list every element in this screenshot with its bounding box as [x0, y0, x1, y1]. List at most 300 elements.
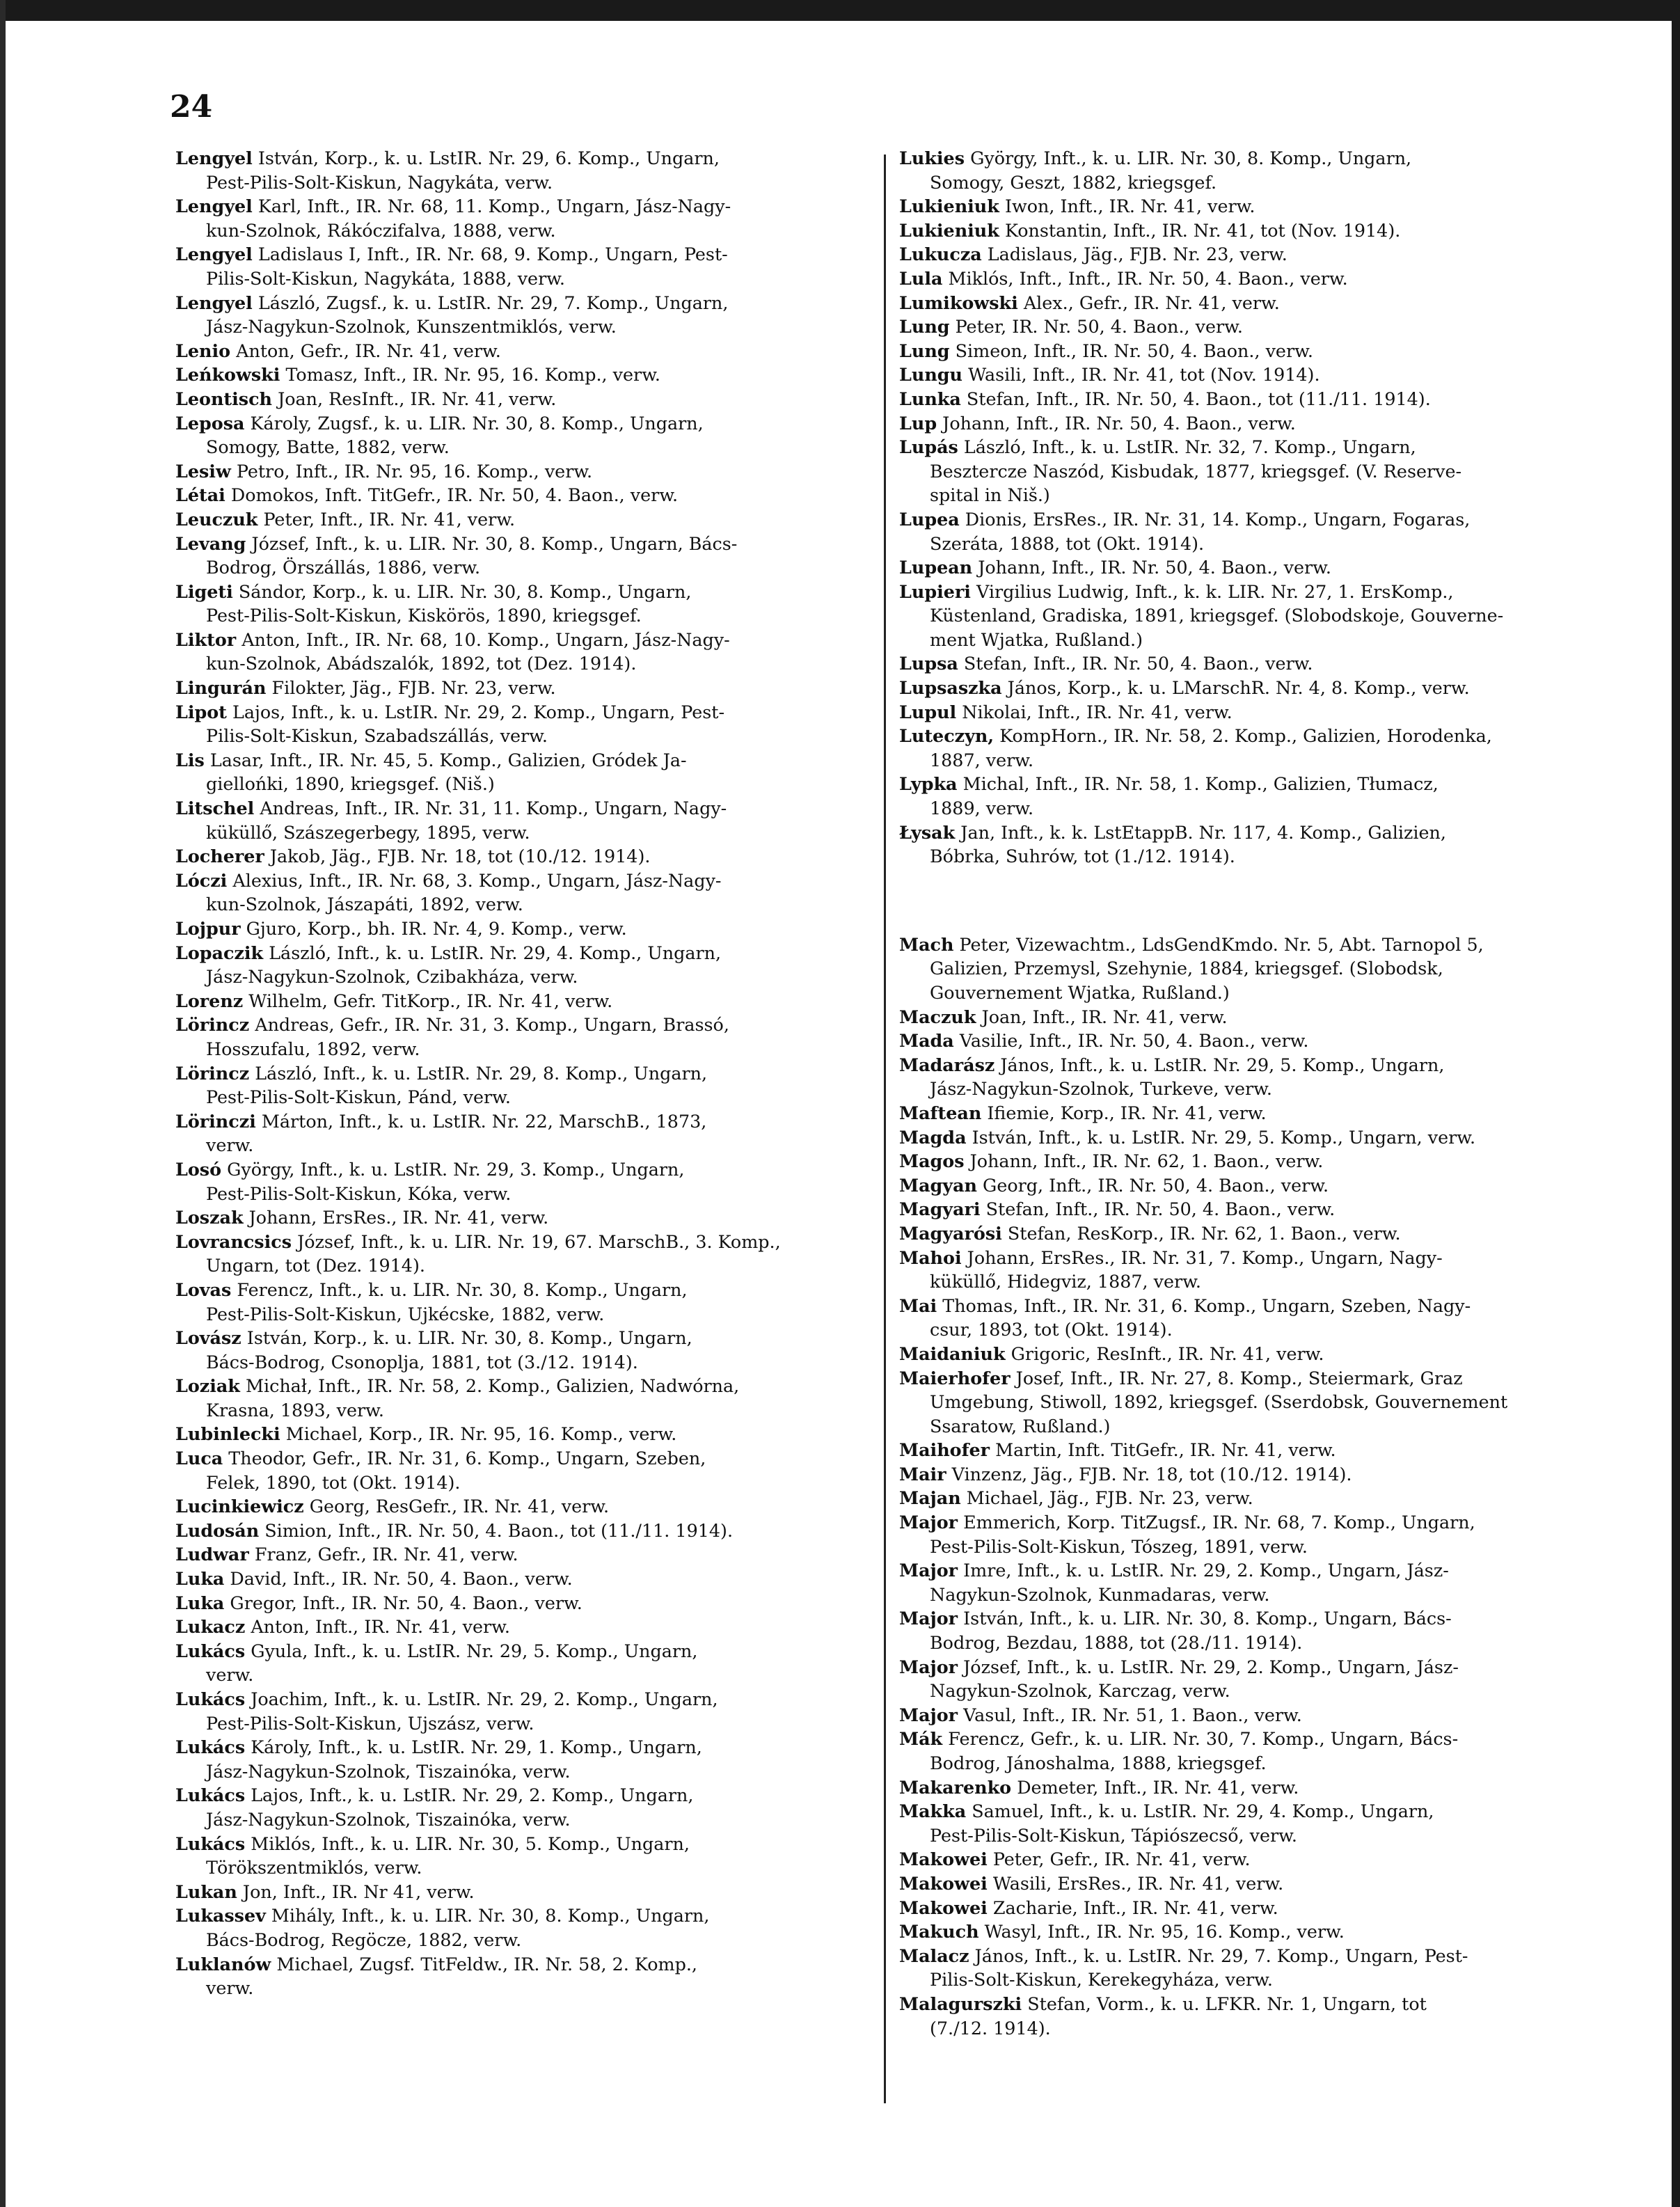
entry-surname: Lovász [175, 1327, 241, 1349]
entry-surname: Lup [899, 412, 937, 434]
entry-surname: Lis [175, 749, 205, 770]
register-entry [175, 1446, 875, 1494]
register-entry [175, 1783, 875, 1831]
entry-continuation: Nagykun-Szolnok, Karczag, verw. [930, 1680, 1230, 1702]
entry-details: Emmerich, Korp. TitZugsf., IR. Nr. 68, 7. Komp., Ungarn, [958, 1512, 1475, 1533]
entry-surname: Mach [899, 933, 954, 955]
entry-continuation: 1887, verw. [930, 749, 1034, 770]
entry-details: János, Korp., k. u. LMarschR. Nr. 4, 8. Komp., verw. [1001, 677, 1470, 699]
register-entry [899, 315, 1588, 339]
entry-details: Lasar, Inft., IR. Nr. 45, 5. Komp., Galizien, Gródek Ja- [204, 749, 687, 770]
entry-continuation: Pest-Pilis-Solt-Kiskun, Ujkécske, 1882, verw. [206, 1303, 605, 1324]
entry-details: József, Inft., k. u. LIR. Nr. 19, 67. MarschB., 3. Komp., [292, 1231, 781, 1252]
entry-surname: Ligeti [175, 580, 233, 602]
entry-continuation: Jász-Nagykun-Szolnok, Turkeve, verw. [930, 1078, 1272, 1100]
entry-surname: Lukucza [899, 244, 982, 265]
entry-surname: Lung [899, 340, 950, 361]
entry-continuation: Ssaratow, Rußland.) [930, 1415, 1111, 1437]
entry-continuation: Krasna, 1893, verw. [206, 1399, 384, 1421]
entry-surname: Litschel [175, 798, 255, 819]
entry-details: János, Inft., k. u. LstIR. Nr. 29, 5. Komp., Ungarn, [994, 1054, 1445, 1075]
register-entry [175, 1904, 875, 1952]
entry-details: Joachim, Inft., k. u. LstIR. Nr. 29, 2. Komp., Ungarn, [245, 1688, 718, 1709]
register-entry [175, 1880, 875, 1904]
entry-surname: Lypka [899, 773, 958, 795]
register-entry [175, 628, 875, 676]
register-entry [899, 700, 1588, 725]
entry-continuation: Pest-Pilis-Solt-Kiskun, Tápiószecső, verw. [930, 1824, 1297, 1846]
entry-details: Josef, Inft., IR. Nr. 27, 8. Komp., Steiermark, Graz [1010, 1367, 1463, 1389]
register-entry [175, 363, 875, 387]
entry-details: Károly, Zugsf., k. u. LIR. Nr. 30, 8. Komp., Ungarn, [244, 412, 704, 434]
entry-surname: Lupea [899, 508, 960, 530]
register-entry [899, 1125, 1588, 1150]
entry-continuation: Pest-Pilis-Solt-Kiskun, Pánd, verw. [206, 1086, 511, 1108]
register-entry [899, 1197, 1588, 1221]
entry-continuation: Bács-Bodrog, Regöcze, 1882, verw. [206, 1929, 522, 1950]
entry-surname: Locherer [175, 846, 264, 867]
left-column [175, 146, 875, 2000]
entry-surname: Magyari [899, 1199, 981, 1220]
entry-details: Lajos, Inft., k. u. LstIR. Nr. 29, 2. Komp., Ungarn, Pest- [226, 701, 725, 722]
entry-details: Gregor, Inft., IR. Nr. 50, 4. Baon., verw. [224, 1592, 583, 1613]
entry-continuation: Jász-Nagykun-Szolnok, Czibakháza, verw. [206, 966, 578, 988]
register-entry [175, 532, 875, 580]
register-entry [175, 1157, 875, 1205]
register-entry [175, 844, 875, 869]
entry-continuation: Pest-Pilis-Solt-Kiskun, Nagykáta, verw. [206, 171, 553, 193]
right-column [899, 146, 1588, 2040]
entry-details: Georg, ResGefr., IR. Nr. 41, verw. [303, 1496, 610, 1517]
entry-details: Miklós, Inft., k. u. LIR. Nr. 30, 5. Komp., Ungarn, [245, 1833, 690, 1854]
register-entry [899, 1486, 1588, 1510]
entry-continuation: Pest-Pilis-Solt-Kiskun, Tószeg, 1891, verw. [930, 1535, 1308, 1557]
register-entry [899, 363, 1588, 387]
entry-surname: Leontisch [175, 388, 272, 409]
entry-details: Stefan, Inft., IR. Nr. 50, 4. Baon., tot (11./11. 1914). [960, 388, 1431, 409]
entry-details: Ifiemie, Korp., IR. Nr. 41, verw. [981, 1102, 1267, 1123]
entry-continuation: Bóbrka, Suhrów, tot (1./12. 1914). [930, 846, 1235, 867]
entry-surname: Lucinkiewicz [175, 1496, 304, 1517]
entry-surname: Lunka [899, 388, 961, 409]
register-entry [175, 1591, 875, 1615]
entry-details: Martin, Inft. TitGefr., IR. Nr. 41, verw. [990, 1439, 1336, 1461]
entry-details: Jon, Inft., IR. Nr 41, verw. [237, 1881, 475, 1902]
register-entry [175, 700, 875, 748]
entry-continuation: Bodrog, Jánoshalma, 1888, kriegsgef. [930, 1753, 1267, 1773]
register-entry [899, 724, 1588, 772]
entry-continuation: Somogy, Batte, 1882, verw. [206, 436, 450, 458]
register-entry [899, 1847, 1588, 1872]
entry-continuation: Jász-Nagykun-Szolnok, Kunszentmiklós, verw. [206, 316, 617, 338]
entry-surname: Mahoi [899, 1247, 962, 1268]
entry-details: Peter, Vizewachtm., LdsGendKmdo. Nr. 5, Abt. Tarnopol 5, [953, 933, 1484, 955]
entry-continuation: Pest-Pilis-Solt-Kiskun, Kóka, verw. [206, 1182, 512, 1204]
register-entry [899, 1920, 1588, 1944]
entry-details: Vasul, Inft., IR. Nr. 51, 1. Baon., verw. [958, 1704, 1302, 1725]
entry-details: Michael, Jäg., FJB. Nr. 23, verw. [960, 1487, 1253, 1509]
register-entry [899, 580, 1588, 652]
entry-continuation: Szeráta, 1888, tot (Okt. 1914). [930, 532, 1205, 554]
entry-details: Karl, Inft., IR. Nr. 68, 11. Komp., Ungarn, Jász-Nagy- [252, 196, 731, 217]
register-entry [175, 1326, 875, 1374]
entry-details: István, Inft., k. u. LIR. Nr. 30, 8. Komp., Ungarn, Bács- [958, 1608, 1452, 1629]
register-entry [175, 1013, 875, 1061]
register-entry [899, 1944, 1588, 1992]
entry-surname: Mák [899, 1728, 943, 1750]
entry-surname: Lengyel [175, 148, 253, 168]
register-entry [899, 411, 1588, 436]
entry-surname: Lukan [175, 1881, 237, 1902]
entry-surname: Lupsa [899, 653, 958, 674]
entry-surname: Major [899, 1560, 958, 1581]
entry-continuation: Nagykun-Szolnok, Kunmadaras, verw. [930, 1583, 1270, 1605]
entry-surname: Ludosán [175, 1519, 260, 1541]
register-entry [899, 1053, 1588, 1101]
entry-details: KompHorn., IR. Nr. 58, 2. Komp., Galizien, Horodenka, [994, 725, 1492, 747]
entry-surname: Lukács [175, 1688, 246, 1709]
entry-surname: Malagurszki [899, 1993, 1022, 2014]
entry-details: Nikolai, Inft., IR. Nr. 41, verw. [956, 701, 1233, 722]
register-entry [899, 339, 1588, 363]
entry-details: Anton, Inft., IR. Nr. 68, 10. Komp., Ungarn, Jász-Nagy- [236, 628, 730, 650]
entry-details: Gjuro, Korp., bh. IR. Nr. 4, 9. Komp., verw. [240, 918, 627, 939]
register-entry [175, 1494, 875, 1519]
section-gap [899, 869, 1588, 933]
register-entry [899, 507, 1588, 555]
entry-surname: Lingurán [175, 677, 267, 699]
entry-surname: Ludwar [175, 1544, 249, 1565]
register-entry [899, 1101, 1588, 1125]
entry-surname: Lupsaszka [899, 677, 1002, 699]
register-entry [175, 339, 875, 363]
register-entry [175, 483, 875, 507]
entry-surname: Luca [175, 1448, 223, 1469]
register-entry [175, 941, 875, 989]
entry-surname: Loszak [175, 1207, 244, 1228]
entry-surname: Magda [899, 1126, 967, 1148]
register-entry [175, 194, 875, 242]
entry-surname: Luteczyn, [899, 725, 994, 747]
entry-details: Zacharie, Inft., IR. Nr. 41, verw. [987, 1897, 1278, 1918]
register-entry [899, 291, 1588, 315]
entry-continuation: kun-Szolnok, Rákóczifalva, 1888, verw. [206, 219, 556, 241]
entry-surname: Makarenko [899, 1776, 1012, 1798]
entry-surname: Lengyel [175, 196, 253, 217]
entry-details: József, Inft., k. u. LIR. Nr. 30, 8. Komp., Ungarn, Bács- [246, 532, 738, 554]
entry-surname: Losó [175, 1158, 222, 1180]
entry-surname: Levang [175, 532, 246, 554]
entry-details: Sándor, Korp., k. u. LIR. Nr. 30, 8. Komp., Ungarn, [232, 580, 692, 602]
column-divider [884, 155, 886, 2103]
register-entry [899, 1799, 1588, 1847]
register-entry [899, 1438, 1588, 1462]
entry-details: Michał, Inft., IR. Nr. 58, 2. Komp., Galizien, Nadwórna, [239, 1375, 740, 1397]
entry-details: Domokos, Inft. TitGefr., IR. Nr. 50, 4. Baon., verw. [225, 484, 679, 506]
entry-details: Johann, Inft., IR. Nr. 50, 4. Baon., verw. [972, 557, 1331, 578]
entry-details: Virgilius Ludwig, Inft., k. k. LIR. Nr. 27, 1. ErsKomp., [970, 580, 1454, 602]
entry-surname: Mai [899, 1295, 937, 1316]
register-entry [899, 772, 1588, 820]
register-entry [899, 1775, 1588, 1800]
entry-surname: Luklanów [175, 1953, 271, 1975]
entry-surname: Leposa [175, 412, 245, 434]
entry-details: Joan, Inft., IR. Nr. 41, verw. [976, 1006, 1228, 1027]
register-entry [899, 1294, 1588, 1342]
register-entry [899, 676, 1588, 700]
entry-surname: Lengyel [175, 244, 253, 265]
entry-surname: Major [899, 1512, 958, 1533]
entry-continuation: Törökszentmiklós, verw. [206, 1857, 422, 1878]
register-entry [899, 1992, 1588, 2040]
entry-surname: Madarász [899, 1054, 995, 1075]
entry-surname: Leuczuk [175, 508, 258, 530]
register-entry [899, 1005, 1588, 1029]
entry-continuation: Galizien, Przemysl, Szehynie, 1884, kriegsgef. (Slobodsk, [930, 958, 1443, 979]
entry-details: Stefan, Inft., IR. Nr. 50, 4. Baon., verw. [958, 653, 1313, 674]
entry-surname: Lubinlecki [175, 1423, 280, 1445]
entry-continuation: Pilis-Solt-Kiskun, Kerekegyháza, verw. [930, 1969, 1273, 1991]
page-number: 24 [170, 89, 213, 125]
register-entry [899, 1173, 1588, 1198]
entry-surname: Lupieri [899, 580, 971, 602]
register-entry [175, 459, 875, 484]
entry-continuation: Pest-Pilis-Solt-Kiskun, Kiskörös, 1890, kriegsgef. [206, 605, 642, 626]
register-entry [899, 1606, 1588, 1654]
register-entry [175, 989, 875, 1013]
entry-details: Anton, Gefr., IR. Nr. 41, verw. [230, 340, 501, 361]
entry-surname: Lovas [175, 1279, 232, 1300]
entry-surname: Lung [899, 316, 950, 338]
entry-surname: Lengyel [175, 292, 253, 313]
entry-surname: Liktor [175, 628, 237, 650]
register-entry [175, 917, 875, 941]
entry-surname: Maidaniuk [899, 1343, 1006, 1364]
entry-details: Johann, ErsRes., IR. Nr. 41, verw. [243, 1207, 549, 1228]
register-entry [175, 387, 875, 411]
entry-details: Demeter, Inft., IR. Nr. 41, verw. [1011, 1776, 1299, 1798]
entry-details: Jan, Inft., k. k. LstEtappB. Nr. 117, 4. Komp., Galizien, [955, 821, 1446, 843]
entry-continuation: Küstenland, Gradiska, 1891, kriegsgef. (Slobodskoje, Gouverne- [930, 605, 1504, 626]
entry-details: Gyula, Inft., k. u. LstIR. Nr. 29, 5. Komp., Ungarn, [245, 1640, 698, 1661]
register-entry [899, 555, 1588, 580]
entry-surname: Lörincz [175, 1062, 250, 1084]
entry-surname: Lukieniuk [899, 196, 999, 217]
entry-details: Vinzenz, Jäg., FJB. Nr. 18, tot (10./12. 1914). [946, 1463, 1352, 1485]
entry-details: László, Inft., k. u. LstIR. Nr. 32, 7. Komp., Ungarn, [958, 436, 1416, 458]
entry-surname: Major [899, 1656, 958, 1677]
entry-details: Franz, Gefr., IR. Nr. 41, verw. [248, 1544, 518, 1565]
scan-edge-right [1672, 0, 1680, 2207]
entry-surname: Maierhofer [899, 1367, 1011, 1389]
entry-surname: Lungu [899, 364, 962, 386]
entry-details: David, Inft., IR. Nr. 50, 4. Baon., verw. [224, 1568, 573, 1590]
entry-details: Lajos, Inft., k. u. LstIR. Nr. 29, 2. Komp., Ungarn, [245, 1785, 694, 1806]
entry-surname: Lukies [899, 148, 965, 168]
register-entry [175, 146, 875, 194]
entry-continuation: Pilis-Solt-Kiskun, Nagykáta, 1888, verw. [206, 267, 566, 289]
entry-surname: Lukassev [175, 1905, 266, 1927]
entry-continuation: giellońki, 1890, kriegsgef. (Niš.) [206, 773, 495, 795]
register-entry [175, 1735, 875, 1783]
entry-continuation: Hosszufalu, 1892, verw. [206, 1038, 420, 1059]
entry-surname: Lörinczi [175, 1110, 256, 1132]
entry-continuation: küküllő, Szászegerbegy, 1895, verw. [206, 821, 530, 843]
entry-surname: Lóczi [175, 869, 228, 891]
entry-details: Theodor, Gefr., IR. Nr. 31, 6. Komp., Ungarn, Szeben, [223, 1448, 706, 1469]
entry-surname: Majan [899, 1487, 961, 1509]
entry-details: Alex., Gefr., IR. Nr. 41, verw. [1017, 292, 1280, 313]
entry-surname: Létai [175, 484, 225, 506]
entry-surname: Lumikowski [899, 292, 1018, 313]
register-entry [899, 651, 1588, 676]
register-entry [175, 1615, 875, 1639]
entry-details: János, Inft., k. u. LstIR. Nr. 29, 7. Komp., Ungarn, Pest- [969, 1945, 1468, 1966]
entry-details: Ferencz, Inft., k. u. LIR. Nr. 30, 8. Komp., Ungarn, [231, 1279, 688, 1300]
entry-details: Samuel, Inft., k. u. LstIR. Nr. 29, 4. Komp., Ungarn, [966, 1801, 1434, 1822]
entry-continuation: verw. [206, 1977, 254, 1999]
entry-surname: Makowei [899, 1897, 988, 1918]
register-entry [899, 1896, 1588, 1920]
entry-continuation: csur, 1893, tot (Okt. 1914). [930, 1319, 1173, 1340]
entry-details: Michael, Zugsf. TitFeldw., IR. Nr. 58, 2. Komp., [271, 1953, 697, 1975]
register-entry [899, 242, 1588, 267]
register-entry [175, 1687, 875, 1735]
register-entry [175, 1542, 875, 1567]
register-entry [175, 1832, 875, 1880]
entry-details: István, Korp., k. u. LIR. Nr. 30, 8. Komp., Ungarn, [241, 1327, 692, 1349]
register-entry [175, 1519, 875, 1543]
entry-surname: Maczuk [899, 1006, 976, 1027]
entry-details: Wasyl, Inft., IR. Nr. 95, 16. Komp., verw. [978, 1921, 1345, 1943]
entry-surname: Magyan [899, 1174, 977, 1196]
entry-surname: Mada [899, 1030, 954, 1052]
entry-details: Jakob, Jäg., FJB. Nr. 18, tot (10./12. 1914). [264, 846, 651, 867]
entry-surname: Lenio [175, 340, 231, 361]
entry-continuation: Bács-Bodrog, Csonoplja, 1881, tot (3./12. 1914). [206, 1351, 638, 1373]
register-entry [899, 1510, 1588, 1558]
entry-continuation: Somogy, Geszt, 1882, kriegsgef. [930, 171, 1217, 193]
entry-details: József, Inft., k. u. LstIR. Nr. 29, 2. Komp., Ungarn, Jász- [958, 1656, 1459, 1677]
entry-details: Ladislaus I, Inft., IR. Nr. 68, 9. Komp., Ungarn, Pest- [252, 244, 728, 265]
register-entry [175, 242, 875, 290]
entry-surname: Makowei [899, 1849, 988, 1870]
entry-continuation: 1889, verw. [930, 798, 1034, 819]
entry-details: Iwon, Inft., IR. Nr. 41, verw. [999, 196, 1255, 217]
entry-details: Petro, Inft., IR. Nr. 95, 16. Komp., verw. [230, 460, 593, 482]
entry-continuation: spital in Niš.) [930, 484, 1050, 506]
entry-details: Wilhelm, Gefr. TitKorp., IR. Nr. 41, verw. [243, 990, 613, 1011]
register-entry [899, 387, 1588, 411]
scan-edge-top [0, 0, 1680, 21]
entry-details: Vasilie, Inft., IR. Nr. 50, 4. Baon., verw. [953, 1030, 1309, 1052]
entry-details: Thomas, Inft., IR. Nr. 31, 6. Komp., Ungarn, Szeben, Nagy- [937, 1295, 1471, 1316]
register-entry [899, 1727, 1588, 1775]
entry-continuation: Jász-Nagykun-Szolnok, Tiszainóka, verw. [206, 1760, 571, 1782]
scan-edge-left [0, 0, 6, 2207]
entry-continuation: Pest-Pilis-Solt-Kiskun, Ujszász, verw. [206, 1712, 534, 1734]
entry-surname: Lorenz [175, 990, 244, 1011]
entry-continuation: Pilis-Solt-Kiskun, Szabadszállás, verw. [206, 725, 548, 747]
entry-surname: Major [899, 1608, 958, 1629]
entry-details: László, Inft., k. u. LstIR. Nr. 29, 8. Komp., Ungarn, [249, 1062, 708, 1084]
register-entry [899, 435, 1588, 507]
entry-details: Michael, Korp., IR. Nr. 95, 16. Komp., verw. [280, 1423, 677, 1445]
entry-details: Konstantin, Inft., IR. Nr. 41, tot (Nov. 1914). [999, 219, 1401, 241]
register-entry [175, 1639, 875, 1687]
entry-surname: Lovrancsics [175, 1231, 292, 1252]
entry-details: Tomasz, Inft., IR. Nr. 95, 16. Komp., verw. [280, 364, 660, 386]
entry-details: György, Inft., k. u. LstIR. Nr. 29, 3. Komp., Ungarn, [221, 1158, 685, 1180]
entry-surname: Lukieniuk [899, 219, 999, 241]
register-entry [899, 1872, 1588, 1896]
register-entry [899, 1558, 1588, 1606]
entry-continuation: ment Wjatka, Rußland.) [930, 628, 1143, 650]
register-entry [899, 1655, 1588, 1703]
entry-surname: Makka [899, 1801, 967, 1822]
entry-continuation: kun-Szolnok, Abádszalók, 1892, tot (Dez. 1914). [206, 653, 637, 674]
register-entry [175, 796, 875, 844]
register-entry [175, 411, 875, 459]
entry-surname: Magos [899, 1150, 965, 1172]
entry-details: László, Zugsf., k. u. LstIR. Nr. 29, 7. Komp., Ungarn, [252, 292, 729, 313]
entry-continuation: Felek, 1890, tot (Okt. 1914). [206, 1471, 461, 1493]
entry-surname: Lupás [899, 436, 958, 458]
entry-surname: Maftean [899, 1102, 982, 1123]
entry-surname: Makowei [899, 1872, 988, 1894]
entry-surname: Magyarósi [899, 1222, 1002, 1244]
entry-continuation: Jász-Nagykun-Szolnok, Tiszainóka, verw. [206, 1808, 571, 1830]
entry-details: Johann, ErsRes., IR. Nr. 31, 7. Komp., Ungarn, Nagy- [961, 1247, 1443, 1268]
entry-details: Stefan, ResKorp., IR. Nr. 62, 1. Baon., verw. [1001, 1222, 1401, 1244]
register-entry [175, 1952, 875, 2000]
entry-details: Simeon, Inft., IR. Nr. 50, 4. Baon., verw. [949, 340, 1313, 361]
entry-surname: Lesiw [175, 460, 231, 482]
entry-details: Andreas, Inft., IR. Nr. 31, 11. Komp., Ungarn, Nagy- [254, 798, 727, 819]
register-entry [175, 1109, 875, 1157]
register-entry [899, 219, 1588, 243]
entry-continuation: Bodrog, Bezdau, 1888, tot (28./11. 1914). [930, 1632, 1303, 1654]
register-entry [175, 869, 875, 917]
entry-surname: Luka [175, 1568, 225, 1590]
entry-surname: Łysak [899, 821, 956, 843]
register-entry [899, 1029, 1588, 1053]
entry-surname: Loziak [175, 1375, 240, 1397]
register-entry [175, 1278, 875, 1326]
register-entry [175, 748, 875, 796]
register-entry [899, 1462, 1588, 1487]
entry-surname: Malacz [899, 1945, 969, 1966]
entry-surname: Lukács [175, 1640, 246, 1661]
entry-details: Grigoric, ResInft., IR. Nr. 41, verw. [1005, 1343, 1324, 1364]
register-entry [899, 1149, 1588, 1173]
entry-surname: Lipot [175, 701, 227, 722]
entry-details: Anton, Inft., IR. Nr. 41, verw. [245, 1616, 510, 1638]
entry-details: Wasili, ErsRes., IR. Nr. 41, verw. [987, 1872, 1284, 1894]
register-entry [175, 1567, 875, 1591]
entry-details: Dionis, ErsRes., IR. Nr. 31, 14. Komp., Ungarn, Fogaras, [959, 508, 1471, 530]
entry-details: Wasili, Inft., IR. Nr. 41, tot (Nov. 1914). [962, 364, 1320, 386]
entry-surname: Lukács [175, 1785, 246, 1806]
register-entry [175, 1422, 875, 1446]
entry-surname: Lula [899, 267, 943, 289]
entry-surname: Lukács [175, 1737, 246, 1758]
entry-details: Imre, Inft., k. u. LstIR. Nr. 29, 2. Komp., Ungarn, Jász- [958, 1560, 1449, 1581]
entry-details: István, Inft., k. u. LstIR. Nr. 29, 5. Komp., Ungarn, verw. [966, 1126, 1476, 1148]
register-entry [899, 267, 1588, 291]
entry-surname: Lukács [175, 1833, 246, 1854]
entry-details: Alexius, Inft., IR. Nr. 68, 3. Komp., Ungarn, Jász-Nagy- [227, 869, 722, 891]
